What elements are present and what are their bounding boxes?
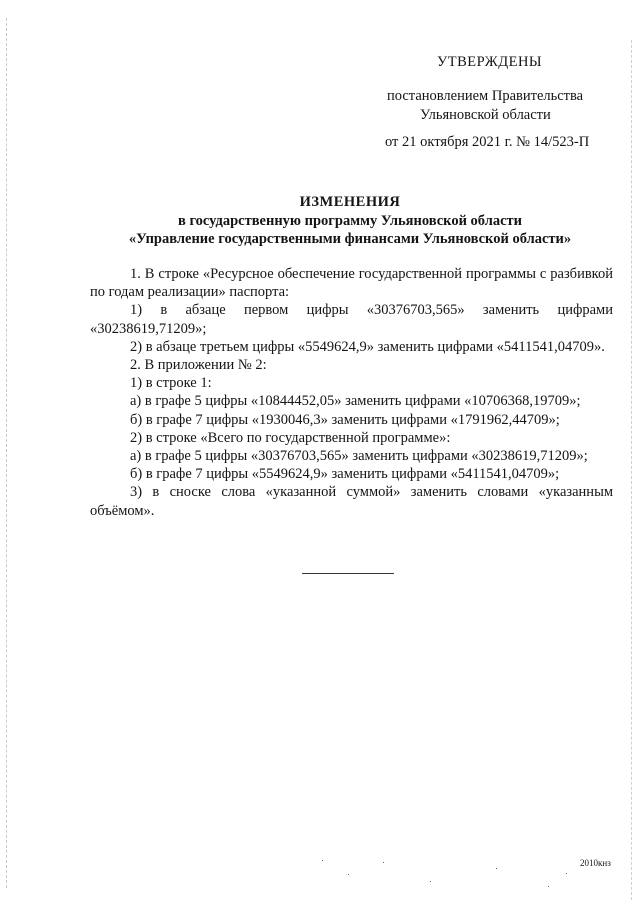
scan-left-edge bbox=[6, 18, 7, 888]
scan-speck bbox=[566, 873, 567, 874]
paragraph-2-2-a: а) в графе 5 цифры «30376703,565» заменить цифрами «30238619,71209»; bbox=[130, 448, 588, 465]
paragraph-1-2: 2) в абзаце третьем цифры «5549624,9» заменить цифрами «5411541,04709». bbox=[130, 338, 605, 355]
approval-title: УТВЕРЖДЕНЫ bbox=[437, 54, 543, 70]
scan-speck bbox=[496, 868, 497, 869]
title-subtitle-2: «Управление государственными финансами Ульяновской области» bbox=[128, 231, 572, 247]
approval-line-2: постановлением Правительства bbox=[387, 88, 584, 104]
paragraph-2-3: 3) в сноске слова «указанной суммой» заменить словами «указанным объёмом». bbox=[90, 484, 613, 519]
paragraph-2-2-b: б) в графе 7 цифры «5549624,9» заменить цифрами «5411541,04709»; bbox=[130, 466, 560, 483]
title-main: ИЗМЕНЕНИЯ bbox=[299, 194, 401, 210]
scan-speck bbox=[322, 860, 323, 861]
paragraph-2-2: 2) в строке «Всего по государственной программе»: bbox=[130, 429, 451, 446]
approval-line-3: Ульяновской области bbox=[420, 107, 551, 123]
paragraph-2-1-a: а) в графе 5 цифры «10844452,05» заменить цифрами «10706368,19709»; bbox=[130, 393, 581, 410]
scan-speck bbox=[430, 881, 431, 882]
end-divider-line bbox=[302, 573, 394, 574]
document-code: 2010кнз bbox=[580, 858, 611, 868]
scan-right-edge bbox=[631, 40, 632, 900]
paragraph-2-1-b: б) в графе 7 цифры «1930046,3» заменить цифрами «1791962,44709»; bbox=[130, 411, 560, 428]
paragraph-1-1: 1) в абзаце первом цифры «30376703,565» заменить цифрами «30238619,71209»; bbox=[90, 302, 613, 337]
document-title bbox=[60, 193, 640, 249]
paragraph-2: 2. В приложении № 2: bbox=[130, 357, 267, 374]
scan-speck bbox=[548, 886, 549, 887]
paragraph-2-1: 1) в строке 1: bbox=[130, 375, 212, 392]
scan-speck bbox=[383, 862, 384, 863]
document-body bbox=[90, 265, 613, 520]
scan-speck bbox=[348, 874, 349, 875]
approval-date-number: от 21 октября 2021 г. № 14/523-П bbox=[385, 134, 590, 150]
paragraph-1: 1. В строке «Ресурсное обеспечение государственной программы с разбивкой по годам реализации» паспорта: bbox=[90, 266, 613, 301]
title-subtitle-1: в государственную программу Ульяновской области bbox=[177, 212, 522, 229]
